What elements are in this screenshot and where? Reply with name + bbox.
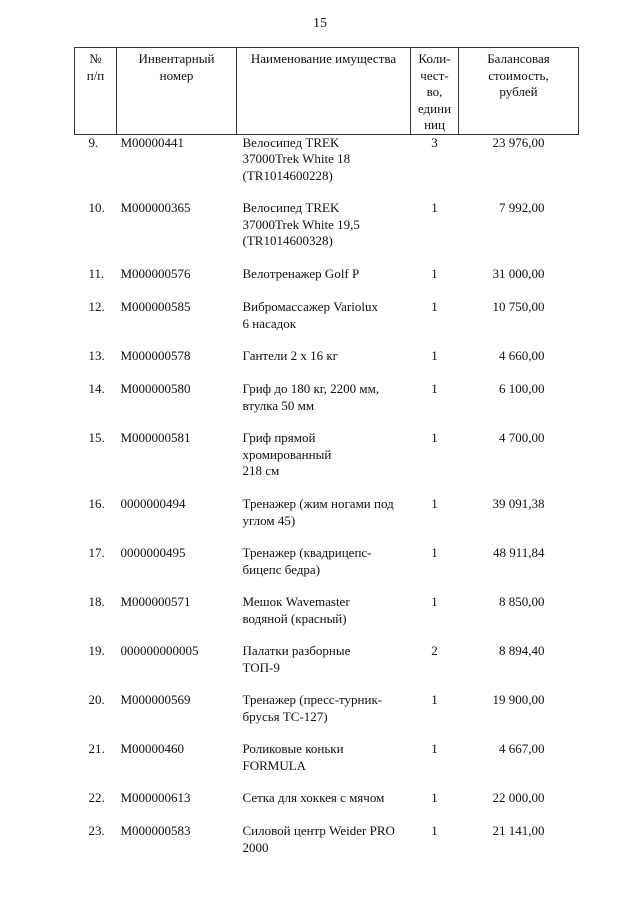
row-quantity: 1	[431, 348, 438, 363]
row-cost: 8 894,40	[499, 643, 545, 658]
row-cost: 4 660,00	[499, 348, 545, 363]
header-quantity-label: Коли- чест- во, едини ниц	[417, 51, 452, 132]
row-inventory-number: M000000569	[120, 692, 191, 707]
row-cost: 4 700,00	[499, 430, 545, 445]
row-number: 16.	[88, 496, 105, 511]
row-number: 11.	[88, 266, 105, 281]
row-item-name: Гриф до 180 кг, 2200 мм, втулка 50 мм	[242, 381, 380, 413]
row-number: 18.	[88, 594, 105, 609]
row-inventory-number: 000000000005	[120, 643, 199, 658]
row-cost: 22 000,00	[492, 790, 545, 805]
row-quantity: 1	[431, 692, 438, 707]
row-inventory-number: M000000583	[120, 823, 191, 838]
row-item-name: Велосипед TREK 37000Trek White 19,5 (TR1014600328)	[242, 200, 360, 248]
row-item-name: Тренажер (квадрицепс- бицепс бедра)	[242, 545, 372, 577]
table-row	[75, 790, 579, 823]
row-item-name: Силовой центр Weider PRO 2000	[242, 823, 395, 855]
row-inventory-number: M000000613	[120, 790, 191, 805]
row-quantity: 1	[431, 381, 438, 396]
row-quantity: 3	[431, 134, 438, 150]
row-inventory-number: M000000585	[120, 299, 191, 314]
table-body	[75, 134, 579, 872]
row-item-name: Вибромассажер Variolux 6 насадок	[242, 299, 378, 331]
row-inventory-number: M00000460	[120, 741, 185, 756]
row-cost: 31 000,00	[492, 266, 545, 281]
row-number: 13.	[88, 348, 105, 363]
row-cost: 6 100,00	[499, 381, 545, 396]
row-item-name: Велосипед TREK 37000Trek White 18 (TR1014600228)	[242, 134, 351, 183]
row-cost: 39 091,38	[492, 496, 545, 511]
row-cost: 48 911,84	[492, 545, 545, 560]
table-header-row	[75, 48, 579, 135]
row-number: 10.	[88, 200, 105, 215]
header-num-label: № п/п	[86, 51, 105, 83]
row-cost: 4 667,00	[499, 741, 545, 756]
header-item-name	[237, 48, 411, 135]
row-item-name: Тренажер (жим ногами под углом 45)	[242, 496, 394, 528]
row-cost: 8 850,00	[499, 594, 545, 609]
header-inventory-number-label: Инвентарный номер	[138, 51, 215, 83]
row-number: 9.	[88, 134, 99, 150]
row-inventory-number: M000000576	[120, 266, 191, 281]
row-number: 23.	[88, 823, 105, 838]
row-quantity: 1	[431, 266, 438, 281]
row-cost: 7 992,00	[499, 200, 545, 215]
table-row	[75, 594, 579, 643]
row-quantity: 1	[431, 790, 438, 805]
row-item-name: Роликовые коньки FORMULA	[242, 741, 344, 773]
row-number: 17.	[88, 545, 105, 560]
row-inventory-number: M000000578	[120, 348, 191, 363]
row-cost: 21 141,00	[492, 823, 545, 838]
row-number: 19.	[88, 643, 105, 658]
row-inventory-number: M00000441	[120, 134, 185, 150]
row-number: 22.	[88, 790, 105, 805]
header-cost	[459, 48, 579, 135]
row-number: 21.	[88, 741, 105, 756]
header-item-name-label: Наименование имущества	[250, 51, 397, 66]
table-row	[75, 134, 579, 200]
row-quantity: 1	[431, 430, 438, 445]
row-quantity: 2	[431, 643, 438, 658]
row-quantity: 1	[431, 823, 438, 838]
row-cost: 10 750,00	[492, 299, 545, 314]
header-cost-label: Балансовая стоимость, рублей	[487, 51, 550, 99]
table-row	[75, 266, 579, 299]
row-quantity: 1	[431, 741, 438, 756]
header-num	[75, 48, 117, 135]
table-row	[75, 496, 579, 545]
table-row	[75, 545, 579, 594]
row-cost: 23 976,00	[492, 134, 545, 150]
header-quantity	[411, 48, 459, 135]
row-inventory-number: M000000580	[120, 381, 191, 396]
row-quantity: 1	[431, 594, 438, 609]
row-item-name: Гриф прямой хромированный 218 см	[242, 430, 332, 478]
header-inventory-number	[117, 48, 237, 135]
row-cost: 19 900,00	[492, 692, 545, 707]
table-row	[75, 200, 579, 266]
inventory-table	[74, 47, 579, 872]
table-row	[75, 741, 579, 790]
table-row	[75, 348, 579, 381]
row-quantity: 1	[431, 545, 438, 560]
row-quantity: 1	[431, 299, 438, 314]
row-item-name: Сетка для хоккея с мячом	[242, 790, 385, 805]
row-inventory-number: 0000000495	[120, 545, 186, 560]
table-row	[75, 299, 579, 348]
row-inventory-number: M000000581	[120, 430, 191, 445]
row-inventory-number: 0000000494	[120, 496, 186, 511]
page-number: 15	[313, 16, 327, 31]
table-row	[75, 692, 579, 741]
row-item-name: Велотренажер Golf P	[242, 266, 360, 281]
table-row	[75, 823, 579, 872]
row-number: 20.	[88, 692, 105, 707]
row-inventory-number: M000000365	[120, 200, 191, 215]
row-number: 15.	[88, 430, 105, 445]
row-quantity: 1	[431, 200, 438, 215]
table-row	[75, 381, 579, 430]
row-item-name: Гантели 2 х 16 кг	[242, 348, 338, 363]
row-quantity: 1	[431, 496, 438, 511]
row-item-name: Мешок Wavemaster водяной (красный)	[242, 594, 350, 626]
table-row	[75, 643, 579, 692]
row-inventory-number: M000000571	[120, 594, 191, 609]
table-row	[75, 430, 579, 496]
row-number: 14.	[88, 381, 105, 396]
row-number: 12.	[88, 299, 105, 314]
row-item-name: Палатки разборные ТОП-9	[242, 643, 351, 675]
row-item-name: Тренажер (пресс-турник- брусья ТС-127)	[242, 692, 383, 724]
